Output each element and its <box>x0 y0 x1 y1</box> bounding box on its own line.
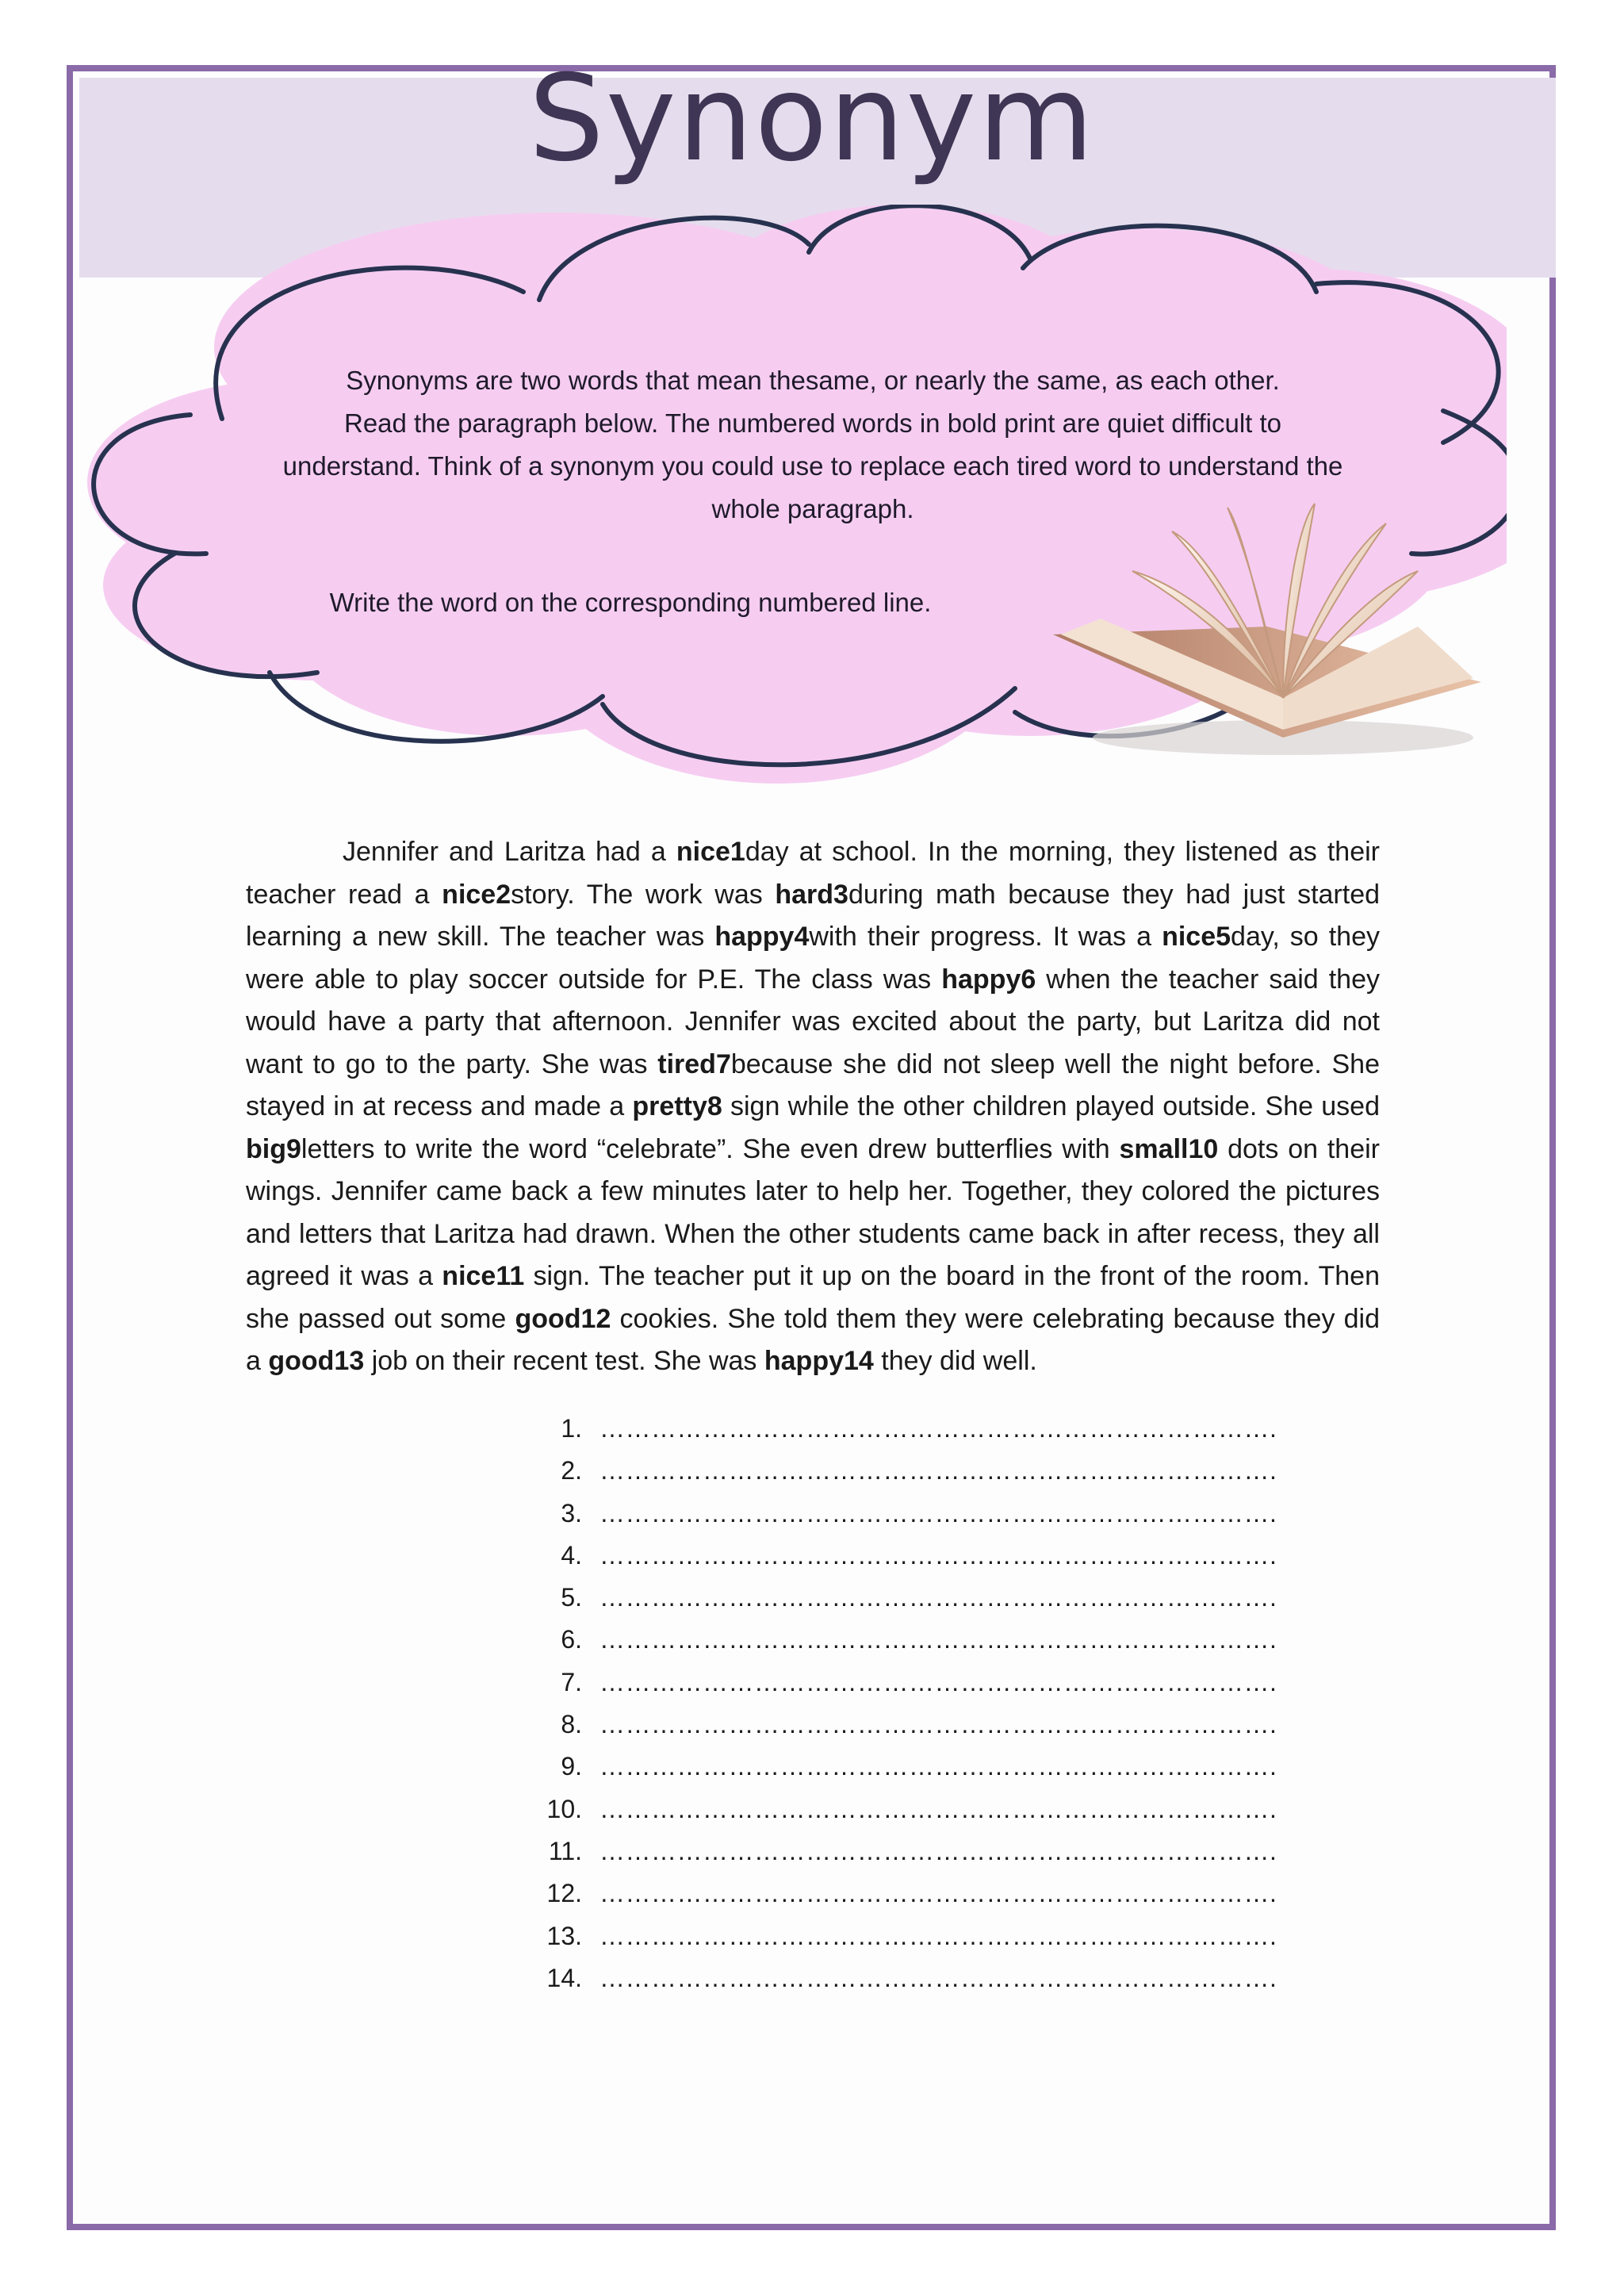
answer-line[interactable] <box>515 1915 1277 1957</box>
answer-number: 14. <box>546 1963 582 1992</box>
answer-line[interactable] <box>515 1746 1277 1788</box>
answer-line[interactable] <box>515 1619 1277 1661</box>
synonym-definition: Synonyms are two words that mean thesame, or nearly the same, as each other. <box>346 366 1280 395</box>
answer-line[interactable] <box>515 1788 1277 1830</box>
passage-text: cookies. She told them they were celebrating because they did a <box>246 1303 1380 1376</box>
numbered-word: big9 <box>246 1133 301 1164</box>
task-line: understand. Think of a synonym you could use to replace each tired word to understand the <box>282 451 1343 481</box>
page-title: Synonym <box>528 50 1096 188</box>
answer-line[interactable] <box>515 1957 1277 1999</box>
task-line: Read the paragraph below. The numbered words in bold print are quiet difficult to <box>343 408 1282 438</box>
passage-text: letters to write the word “celebrate”. She even drew butterflies with <box>301 1133 1120 1164</box>
answer-blank[interactable]: ……………………………………………………………………. <box>599 1498 1277 1527</box>
answer-number: 10. <box>546 1794 582 1823</box>
passage-text: sign while the other children played outside. She used <box>722 1091 1380 1121</box>
numbered-word: happy4 <box>714 922 810 952</box>
answer-number: 5. <box>561 1583 582 1612</box>
numbered-word: happy14 <box>764 1346 874 1376</box>
answer-blank[interactable]: ……………………………………………………………………. <box>599 1794 1277 1823</box>
numbered-word: pretty8 <box>632 1091 722 1121</box>
answer-blank[interactable]: ……………………………………………………………………. <box>599 1921 1277 1950</box>
passage-text: they did well. <box>873 1346 1037 1376</box>
answer-blank[interactable]: ……………………………………………………………………. <box>599 1583 1277 1612</box>
passage-text: story. The work was <box>511 879 776 910</box>
answer-number: 8. <box>561 1710 582 1739</box>
answer-blank[interactable]: ……………………………………………………………………. <box>599 1963 1277 1992</box>
numbered-word: good12 <box>515 1303 611 1334</box>
numbered-word: nice1 <box>676 837 745 867</box>
numbered-word: nice2 <box>442 879 511 910</box>
answer-number: 3. <box>561 1498 582 1527</box>
answer-blank[interactable]: ……………………………………………………………………. <box>599 1710 1277 1739</box>
passage-text: because she did not sleep well the night before. She stayed in at recess and made a <box>246 1048 1380 1121</box>
answer-line[interactable] <box>515 1450 1277 1492</box>
passage-text: Jennifer and Laritza had a <box>343 837 676 867</box>
passage-text: sign. The teacher put it up on the board in the front of the room. Then she passed out some <box>246 1261 1380 1334</box>
passage-text: day, so they were able to play soccer outside for P.E. The class was <box>246 922 1380 995</box>
answer-line[interactable] <box>515 1830 1277 1872</box>
numbered-word: nice5 <box>1162 922 1231 952</box>
answer-blank[interactable]: ……………………………………………………………………. <box>599 1667 1277 1696</box>
write-instruction: Write the word on the corresponding numbered line. <box>329 588 932 617</box>
answer-number: 2. <box>561 1456 582 1485</box>
passage-text: during math because they had just started learning a new skill. The teacher was <box>246 879 1381 952</box>
numbered-word: nice11 <box>442 1261 525 1291</box>
numbered-word: hard3 <box>775 879 848 910</box>
answer-blank[interactable]: ……………………………………………………………………. <box>599 1625 1277 1654</box>
answer-blank[interactable]: ……………………………………………………………………. <box>599 1456 1277 1485</box>
numbered-word: small10 <box>1119 1133 1219 1164</box>
answer-list <box>515 1408 1277 1999</box>
passage-text: when the teacher said they would have a party that afternoon. Jennifer was excited about the party, but Laritza did not want to go to the party. She was <box>246 964 1380 1079</box>
open-book-icon <box>1045 500 1489 761</box>
answer-line[interactable] <box>515 1662 1277 1704</box>
answer-number: 7. <box>561 1667 582 1696</box>
numbered-word: tired7 <box>657 1048 731 1079</box>
passage-text: day at school. In the morning, they listened as their teacher read a <box>246 837 1380 910</box>
numbered-word: good13 <box>268 1346 365 1376</box>
story-paragraph <box>246 831 1380 1383</box>
answer-line[interactable] <box>515 1704 1277 1746</box>
answer-line[interactable] <box>515 1535 1277 1577</box>
answer-blank[interactable]: ……………………………………………………………………. <box>599 1879 1277 1908</box>
answer-number: 13. <box>546 1921 582 1950</box>
answer-line[interactable] <box>515 1872 1277 1915</box>
passage-text: dots on their wings. Jennifer came back a few minutes later to help her. Together, they colored the pictures and letters that Laritza had drawn. When the other students came back in after recess, they all agreed it was a <box>246 1133 1381 1291</box>
answer-line[interactable] <box>515 1408 1277 1450</box>
answer-number: 12. <box>546 1879 582 1908</box>
numbered-word: happy6 <box>941 964 1036 995</box>
answer-blank[interactable]: ……………………………………………………………………. <box>599 1836 1277 1865</box>
answer-blank[interactable]: ……………………………………………………………………. <box>599 1414 1277 1443</box>
task-line: whole paragraph. <box>711 494 914 523</box>
answer-number: 1. <box>561 1414 582 1443</box>
answer-number: 4. <box>561 1540 582 1570</box>
answer-number: 6. <box>561 1625 582 1654</box>
answer-blank[interactable]: ……………………………………………………………………. <box>599 1752 1277 1781</box>
answer-blank[interactable]: ……………………………………………………………………. <box>599 1540 1277 1570</box>
answer-number: 9. <box>561 1752 582 1781</box>
passage-text: job on their recent test. She was <box>364 1346 764 1376</box>
answer-line[interactable] <box>515 1493 1277 1535</box>
answer-line[interactable] <box>515 1577 1277 1619</box>
answer-number: 11. <box>548 1836 582 1865</box>
passage-text: with their progress. It was a <box>809 922 1162 952</box>
